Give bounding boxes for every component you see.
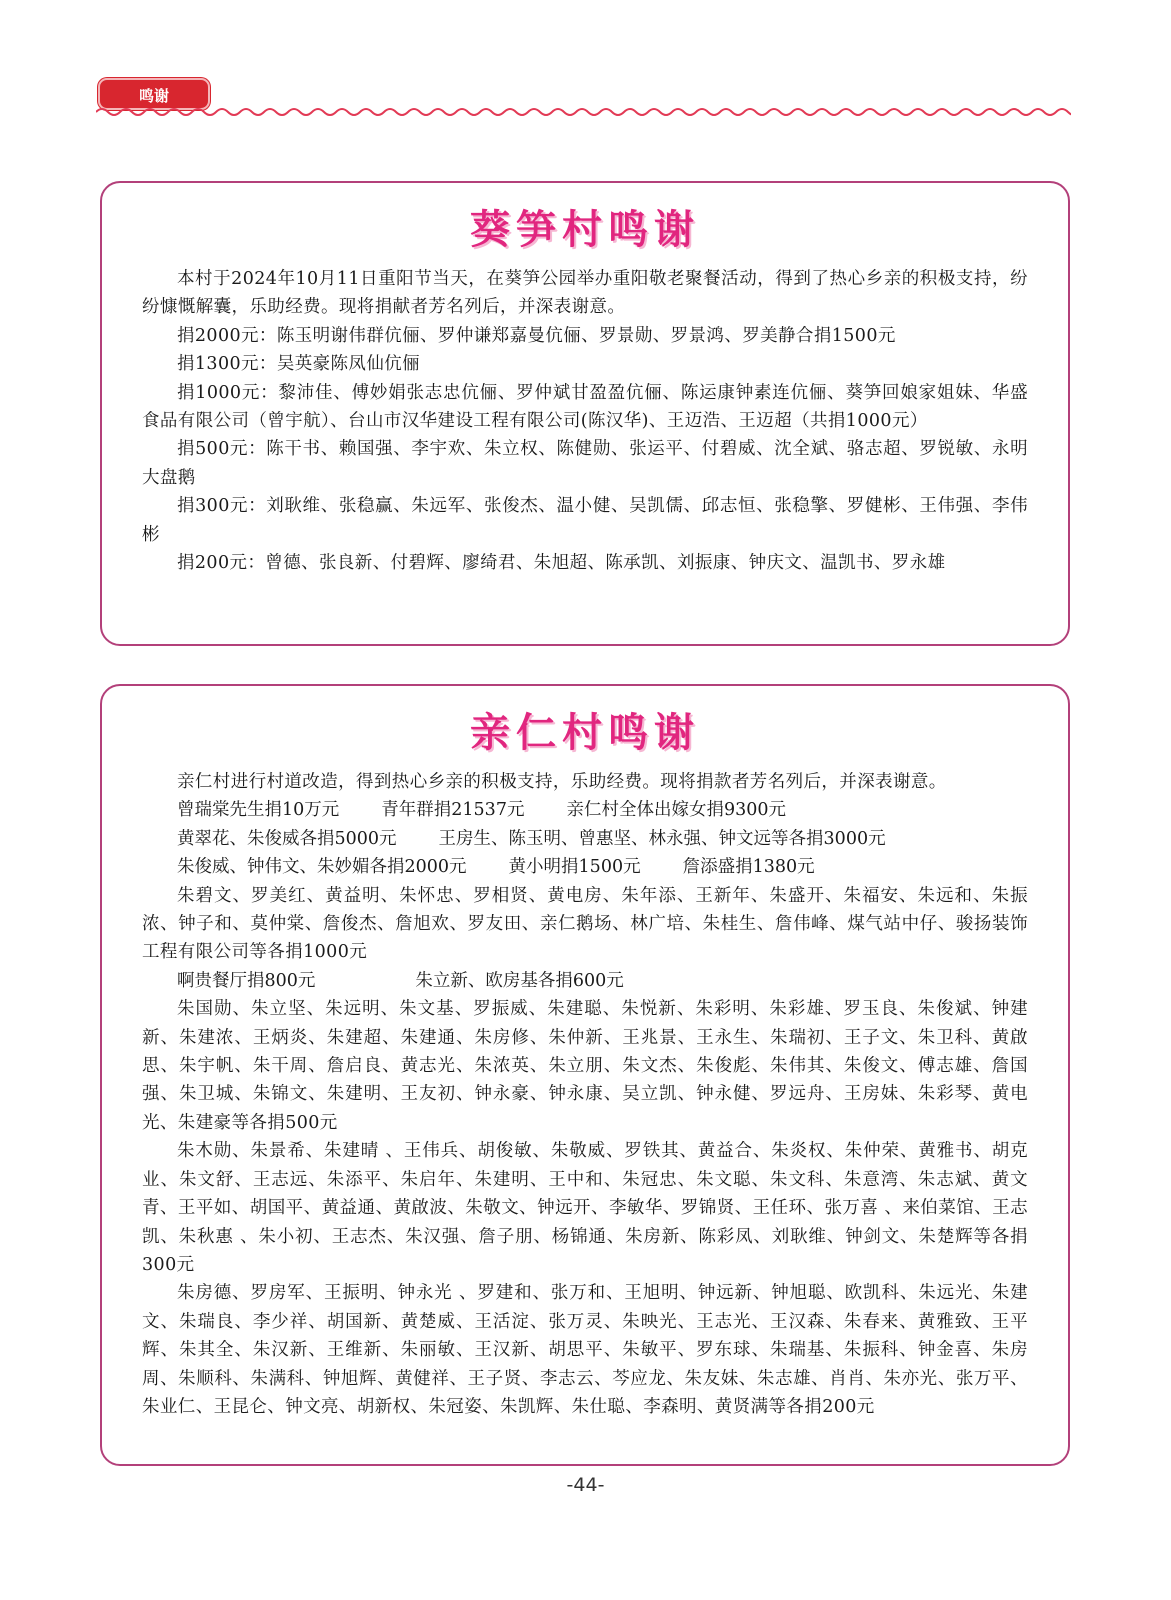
- donation-line: 捐1000元：黎沛佳、傅妙娟张志忠伉俪、罗仲斌甘盈盈伉俪、陈运康钟素连伉俪、葵笋回娘家姐妹、华盛食品有限公司（曾宇航）、台山市汉华建设工程有限公司(陈汉华)、王迈浩、王迈超（共捐1000元）: [142, 382, 1028, 432]
- donation-paragraph: 朱木勋、朱景希、朱建晴 、王伟兵、胡俊敏、朱敬威、罗铁其、黄益合、朱炎权、朱仲荣、黄雅书、胡克业、朱文舒、王志远、朱添平、朱启年、朱建明、王中和、朱冠忠、朱文聪、朱文科、朱意湾、朱志斌、黄文青、王平如、胡国平、黄益通、黄啟波、朱敬文、钟远开、李敏华、罗锦贤、王任环、张万喜 、来伯菜馆、王志凯、朱秋惠 、朱小初、王志杰、朱汉强、詹子朋、杨锦通、朱房新、陈彩凤、刘耿维、钟剑文、朱楚辉等各捐300元: [142, 1141, 1028, 1275]
- section-qinren: [100, 684, 1070, 1466]
- donation-row: [142, 825, 1028, 853]
- donation-row: [142, 967, 1028, 995]
- donation-row: [142, 796, 1028, 824]
- section-title: 葵笋村鸣谢: [470, 207, 700, 253]
- page-number: -44-: [566, 1474, 605, 1496]
- donation-entry: 青年群捐21537元: [381, 800, 525, 821]
- section-kuisun: [100, 181, 1070, 646]
- donation-line: 捐2000元：陈玉明谢伟群伉俪、罗仲谦郑嘉曼伉俪、罗景勋、罗景鸿、罗美静合捐1500元: [177, 325, 896, 346]
- intro-paragraph: 亲仁村进行村道改造，得到热心乡亲的积极支持，乐助经费。现将捐款者芳名列后，并深表谢意。: [177, 772, 947, 792]
- donation-line: 捐300元：刘耿维、张稳赢、朱远军、张俊杰、温小健、吴凯儒、邱志恒、张稳擎、罗健彬、王伟强、李伟彬: [142, 496, 1028, 545]
- donation-entry: 黄翠花、朱俊威各捐5000元: [177, 828, 397, 849]
- donation-line: 捐1300元：吴英豪陈凤仙伉俪: [177, 354, 421, 375]
- donation-entry: 亲仁村全体出嫁女捐9300元: [566, 800, 786, 821]
- section-title: 亲仁村鸣谢: [470, 710, 700, 756]
- donation-entry: 朱立新、欧房基各捐600元: [415, 970, 624, 991]
- decorative-wave-line: [96, 104, 1071, 118]
- donation-row: [142, 853, 1028, 881]
- section-tab: 鸣谢: [98, 78, 210, 110]
- donation-line: 捐200元：曾德、张良新、付碧辉、廖绮君、朱旭超、陈承凯、刘振康、钟庆文、温凯书、罗永雄: [177, 553, 946, 574]
- donation-paragraph: 朱碧文、罗美红、黄益明、朱怀忠、罗相贤、黄电房、朱年添、王新年、朱盛开、朱福安、朱远和、朱振浓、钟子和、莫仲棠、詹俊杰、詹旭欢、罗友田、亲仁鹅场、林广培、朱桂生、詹伟峰、煤气站中仔、骏扬装饰工程有限公司等各捐1000元: [142, 885, 1028, 963]
- donation-entry: 詹添盛捐1380元: [682, 857, 815, 878]
- donation-entry: 朱俊威、钟伟文、朱妙媚各捐2000元: [177, 857, 467, 878]
- donation-entry: 曾瑞棠先生捐10万元: [177, 800, 340, 821]
- donation-paragraph: 朱房德、罗房军、王振明、钟永光 、罗建和、张万和、王旭明、钟远新、钟旭聪、欧凯科、朱远光、朱建文、朱瑞良、李少祥、胡国新、黄楚威、王活淀、张万灵、朱映光、王志光、王汉森、朱春来、黄雅致、王平辉、朱其全、朱汉新、王维新、朱丽敏、王汉新、胡思平、朱敏平、罗东球、朱瑞基、朱振科、钟金喜、朱房周、朱顺科、朱满科、钟旭辉、黄健祥、王子贤、李志云、芩应龙、朱友妹、朱志雄、肖肖、朱亦光、张万平、朱业仁、王昆仑、钟文亮、胡新权、朱冠姿、朱凯辉、朱仕聪、李森明、黄贤满等各捐200元: [142, 1283, 1028, 1417]
- donation-entry: 王房生、陈玉明、曾惠坚、林永强、钟文远等各捐3000元: [438, 828, 886, 849]
- donation-line: 捐500元：陈干书、赖国强、李宇欢、朱立权、陈健勋、张运平、付碧威、沈全斌、骆志超、罗锐敏、永明大盘鹅: [142, 439, 1028, 488]
- donation-entry: 啊贵餐厅捐800元: [177, 970, 316, 991]
- donation-entry: 黄小明捐1500元: [508, 857, 641, 878]
- donation-paragraph: 朱国勋、朱立坚、朱远明、朱文基、罗振威、朱建聪、朱悦新、朱彩明、朱彩雄、罗玉良、朱俊斌、钟建新、朱建浓、王炳炎、朱建超、朱建通、朱房修、朱仲新、王兆景、王永生、朱瑞初、王子文、朱卫科、黄啟思、朱宇帆、朱干周、詹启良、黄志光、朱浓英、朱立朋、朱文杰、朱俊彪、朱伟其、朱俊文、傅志雄、詹国强、朱卫城、朱锦文、朱建明、王友初、钟永豪、钟永康、吴立凯、钟永健、罗远舟、王房妹、朱彩琴、黄电光、朱建豪等各捐500元: [142, 999, 1028, 1133]
- intro-paragraph: 本村于2024年10月11日重阳节当天，在葵笋公园举办重阳敬老聚餐活动，得到了热心乡亲的积极支持，纷纷慷慨解囊，乐助经费。现将捐献者芳名列后，并深表谢意。: [142, 269, 1028, 318]
